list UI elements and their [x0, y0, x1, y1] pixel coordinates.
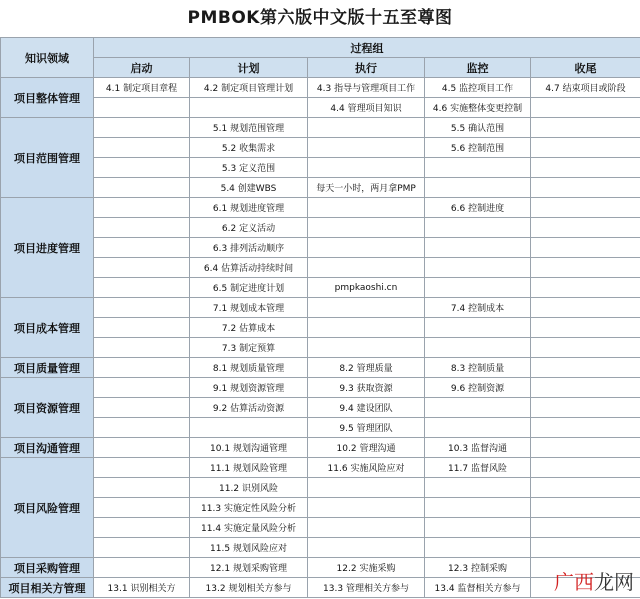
process-cell	[94, 438, 190, 458]
process-cell: 9.1 规划资源管理	[190, 378, 308, 398]
process-cell: 10.1 规划沟通管理	[190, 438, 308, 458]
table-row	[1, 578, 640, 598]
process-cell: 4.6 实施整体变更控制	[425, 98, 531, 118]
process-cell	[531, 158, 640, 178]
process-cell: 5.2 收集需求	[190, 138, 308, 158]
header-planning: 计划	[190, 58, 308, 78]
header-process-group: 过程组	[94, 38, 640, 58]
process-cell: 6.4 估算活动持续时间	[190, 258, 308, 278]
process-cell	[531, 398, 640, 418]
process-cell: 6.3 排列活动顺序	[190, 238, 308, 258]
process-cell	[308, 218, 425, 238]
process-cell	[308, 478, 425, 498]
table-row	[1, 358, 640, 378]
table-row	[1, 438, 640, 458]
process-cell	[94, 558, 190, 578]
table-row	[1, 158, 640, 178]
process-cell: 13.1 识别相关方	[94, 578, 190, 598]
process-cell: 12.3 控制采购	[425, 558, 531, 578]
process-cell	[531, 238, 640, 258]
table-row	[1, 518, 640, 538]
table-row	[1, 398, 640, 418]
process-cell	[425, 278, 531, 298]
process-cell: 11.5 规划风险应对	[190, 538, 308, 558]
process-cell	[425, 498, 531, 518]
process-cell	[94, 458, 190, 478]
header-monitoring: 监控	[425, 58, 531, 78]
process-cell	[425, 238, 531, 258]
process-cell	[94, 298, 190, 318]
knowledge-area-label: 项目采购管理	[1, 558, 94, 578]
process-cell	[308, 258, 425, 278]
process-cell: 12.1 规划采购管理	[190, 558, 308, 578]
process-cell	[190, 98, 308, 118]
process-cell	[308, 538, 425, 558]
process-cell	[531, 358, 640, 378]
process-cell	[425, 218, 531, 238]
table-row	[1, 98, 640, 118]
knowledge-area-label: 项目范围管理	[1, 118, 94, 198]
process-cell	[425, 518, 531, 538]
process-cell: 11.2 识别风险	[190, 478, 308, 498]
process-cell	[94, 158, 190, 178]
process-cell	[94, 238, 190, 258]
process-cell	[308, 338, 425, 358]
process-cell	[425, 338, 531, 358]
process-cell: 7.2 估算成本	[190, 318, 308, 338]
process-cell	[531, 298, 640, 318]
process-matrix-table	[0, 37, 640, 598]
process-cell: 9.3 获取资源	[308, 378, 425, 398]
process-cell	[94, 538, 190, 558]
process-cell: 13.2 规划相关方参与	[190, 578, 308, 598]
process-cell	[425, 418, 531, 438]
process-cell	[531, 438, 640, 458]
process-cell: 5.6 控制范围	[425, 138, 531, 158]
process-cell: 13.3 管理相关方参与	[308, 578, 425, 598]
table-row	[1, 378, 640, 398]
matrix-body	[1, 78, 640, 598]
process-cell: 5.1 规划范围管理	[190, 118, 308, 138]
process-cell	[308, 158, 425, 178]
process-cell: 11.7 监督风险	[425, 458, 531, 478]
process-cell	[94, 338, 190, 358]
process-cell	[531, 118, 640, 138]
process-cell: 6.2 定义活动	[190, 218, 308, 238]
table-row	[1, 538, 640, 558]
table-row	[1, 418, 640, 438]
process-cell	[531, 178, 640, 198]
table-row	[1, 118, 640, 138]
process-cell: 8.1 规划质量管理	[190, 358, 308, 378]
header-executing: 执行	[308, 58, 425, 78]
header-initiating: 启动	[94, 58, 190, 78]
process-cell	[531, 418, 640, 438]
table-row	[1, 498, 640, 518]
header-closing: 收尾	[531, 58, 640, 78]
process-cell: 11.6 实施风险应对	[308, 458, 425, 478]
process-cell: 12.2 实施采购	[308, 558, 425, 578]
knowledge-area-label: 项目沟通管理	[1, 438, 94, 458]
process-cell: pmpkaoshi.cn	[308, 278, 425, 298]
process-cell	[425, 398, 531, 418]
process-cell: 8.3 控制质量	[425, 358, 531, 378]
process-cell: 4.3 指导与管理项目工作	[308, 78, 425, 98]
watermark	[554, 566, 634, 595]
process-cell	[308, 298, 425, 318]
process-cell: 6.1 规划进度管理	[190, 198, 308, 218]
process-cell	[308, 518, 425, 538]
process-cell: 6.6 控制进度	[425, 198, 531, 218]
process-cell: 5.4 创建WBS	[190, 178, 308, 198]
knowledge-area-label: 项目成本管理	[1, 298, 94, 358]
table-row	[1, 298, 640, 318]
process-cell: 每天一小时，两月拿PMP	[308, 178, 425, 198]
watermark-dark: 龙网	[594, 570, 634, 594]
process-cell: 10.3 监督沟通	[425, 438, 531, 458]
process-cell	[531, 338, 640, 358]
process-cell	[531, 318, 640, 338]
table-row	[1, 178, 640, 198]
table-row	[1, 278, 640, 298]
table-row	[1, 218, 640, 238]
process-cell: 13.4 监督相关方参与	[425, 578, 531, 598]
table-row	[1, 338, 640, 358]
process-cell: 7.1 规划成本管理	[190, 298, 308, 318]
process-cell	[531, 538, 640, 558]
process-cell	[425, 178, 531, 198]
knowledge-area-label: 项目质量管理	[1, 358, 94, 378]
process-cell: 4.7 结束项目或阶段	[531, 78, 640, 98]
process-cell: 7.3 制定预算	[190, 338, 308, 358]
process-cell	[531, 518, 640, 538]
process-cell: 5.5 确认范围	[425, 118, 531, 138]
process-cell: 11.1 规划风险管理	[190, 458, 308, 478]
process-cell	[425, 258, 531, 278]
process-cell: 5.3 定义范围	[190, 158, 308, 178]
process-cell	[94, 198, 190, 218]
process-cell: 11.3 实施定性风险分析	[190, 498, 308, 518]
process-cell	[308, 118, 425, 138]
page-title: PMBOK第六版中文版十五至尊图	[187, 8, 453, 28]
process-cell	[94, 98, 190, 118]
process-cell: 4.5 监控项目工作	[425, 78, 531, 98]
process-cell: 8.2 管理质量	[308, 358, 425, 378]
process-cell	[531, 278, 640, 298]
process-cell	[531, 458, 640, 478]
process-cell	[531, 98, 640, 118]
knowledge-area-label: 项目进度管理	[1, 198, 94, 298]
process-cell: 4.2 制定项目管理计划	[190, 78, 308, 98]
process-cell	[531, 258, 640, 278]
table-row	[1, 238, 640, 258]
table-row	[1, 138, 640, 158]
process-cell: 9.4 建设团队	[308, 398, 425, 418]
process-cell	[190, 418, 308, 438]
process-cell: 9.5 管理团队	[308, 418, 425, 438]
process-cell: 6.5 制定进度计划	[190, 278, 308, 298]
process-cell	[425, 318, 531, 338]
process-cell	[94, 318, 190, 338]
process-cell: 4.4 管理项目知识	[308, 98, 425, 118]
process-cell	[425, 158, 531, 178]
process-cell: 9.6 控制资源	[425, 378, 531, 398]
process-cell	[94, 498, 190, 518]
process-cell	[94, 118, 190, 138]
table-row	[1, 478, 640, 498]
process-cell	[308, 238, 425, 258]
table-row	[1, 258, 640, 278]
process-cell	[531, 198, 640, 218]
process-cell	[531, 478, 640, 498]
knowledge-area-label: 项目整体管理	[1, 78, 94, 118]
process-cell: 7.4 控制成本	[425, 298, 531, 318]
knowledge-area-label: 项目相关方管理	[1, 578, 94, 598]
watermark-red: 广西	[554, 570, 594, 594]
process-cell	[94, 398, 190, 418]
process-cell	[425, 538, 531, 558]
process-cell	[94, 218, 190, 238]
process-cell	[94, 178, 190, 198]
process-cell	[531, 138, 640, 158]
process-cell	[94, 478, 190, 498]
process-cell	[531, 378, 640, 398]
process-cell	[308, 138, 425, 158]
process-cell	[94, 518, 190, 538]
process-cell	[308, 498, 425, 518]
table-row	[1, 198, 640, 218]
table-row	[1, 78, 640, 98]
process-cell	[94, 358, 190, 378]
process-cell: 10.2 管理沟通	[308, 438, 425, 458]
process-cell: 9.2 估算活动资源	[190, 398, 308, 418]
table-row	[1, 318, 640, 338]
process-cell	[94, 258, 190, 278]
process-cell	[94, 418, 190, 438]
process-cell	[94, 278, 190, 298]
table-row	[1, 558, 640, 578]
knowledge-area-label: 项目资源管理	[1, 378, 94, 438]
table-row	[1, 458, 640, 478]
process-cell	[531, 218, 640, 238]
process-cell: 4.1 制定项目章程	[94, 78, 190, 98]
process-cell	[94, 138, 190, 158]
process-cell	[308, 318, 425, 338]
process-cell	[94, 378, 190, 398]
knowledge-area-label: 项目风险管理	[1, 458, 94, 558]
process-cell: 11.4 实施定量风险分析	[190, 518, 308, 538]
process-cell	[425, 478, 531, 498]
process-cell	[308, 198, 425, 218]
header-knowledge-area: 知识领域	[1, 38, 94, 78]
process-cell	[531, 498, 640, 518]
